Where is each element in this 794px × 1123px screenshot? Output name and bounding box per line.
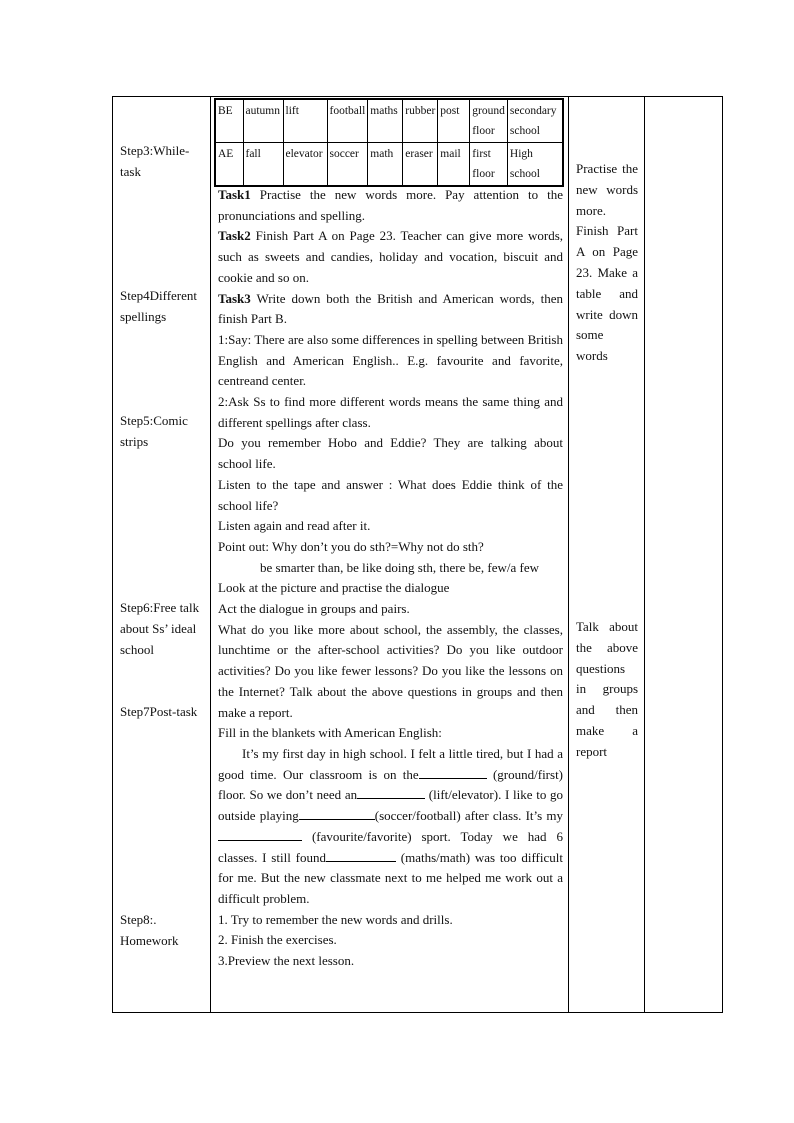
table-cell: elevator [283, 143, 327, 187]
table-cell: math [368, 143, 403, 187]
homework-item: 2. Finish the exercises. [218, 932, 337, 948]
column-divider-1 [210, 96, 211, 1013]
table-cell: secondary school [507, 99, 563, 143]
table-cell: first floor [470, 143, 508, 187]
table-cell: eraser [403, 143, 438, 187]
table-cell: High school [507, 143, 563, 187]
listen-again-paragraph: Listen again and read after it. [218, 518, 371, 534]
homework-item: 3.Preview the next lesson. [218, 953, 355, 969]
task3-label: Task3 [218, 290, 251, 306]
passage-text: (soccer/football) after class. It’s my [374, 808, 563, 824]
point-out-paragraph: Point out: Why don’t you do sth?=Why not do sth? [218, 538, 484, 554]
table-cell: ground floor [470, 99, 508, 143]
column-divider-3 [644, 96, 645, 1013]
step6-label: Step6:Free talk about Ss’ ideal school [120, 600, 200, 657]
passage-text: (lift/elevator). I like to go outside playing [218, 787, 563, 824]
listen-paragraph: Listen to the tape and answer : What does Eddie think of the school life? [218, 476, 563, 513]
act-paragraph: Act the dialogue in groups and pairs. [218, 601, 410, 617]
passage-text: (favourite/favorite) sport. Today we had 6 classes. I still found [218, 828, 563, 865]
answer-blank[interactable] [218, 828, 302, 841]
table-cell: post [438, 99, 470, 143]
answer-blank[interactable] [419, 766, 487, 779]
task3-text: Write down both the British and American words, then finish Part B. [218, 290, 563, 327]
table-cell: AE [215, 143, 243, 187]
task2-text: Finish Part A on Page 23. Teacher can give more words, such as sweets and candies, holiday and vocation, biscuit and cookie and so on. [218, 228, 563, 285]
main-content [218, 185, 563, 972]
fill-passage [218, 744, 563, 910]
table-cell: rubber [403, 99, 438, 143]
table-cell: BE [215, 99, 243, 143]
step8-label: Step8:. Homework [120, 912, 179, 948]
answer-blank[interactable] [326, 849, 396, 862]
free-talk-paragraph: What do you like more about school, the assembly, the classes, lunchtime or the after-school activities? Do you like outdoor activities? Do you like fewer lessons? Do you like the lessons on the Internet? Talk about the above questions in groups and then make a report. [218, 621, 563, 720]
step4-label: Step4Different spellings [120, 288, 198, 324]
answer-blank[interactable] [357, 786, 425, 799]
step7-label: Step7Post-task [120, 704, 198, 719]
task2-paragraph [218, 226, 563, 288]
phrases-paragraph: be smarter than, be like doing sth, there be, few/a few [260, 559, 540, 575]
passage-text: It’s my first day in high school. I felt a little tired, but I had a good time. Our classroom is on the [218, 745, 563, 782]
table-cell: soccer [327, 143, 368, 187]
student-activity-top: Practise the new words more. Finish Part A on Page 23. Make a table and write down some words [576, 161, 638, 364]
hobo-paragraph: Do you remember Hobo and Eddie? They are talking about school life. [218, 435, 563, 472]
task1-paragraph [218, 185, 563, 226]
task1-label: Task1 [218, 187, 251, 202]
task2-label: Task2 [218, 228, 251, 244]
answer-blank[interactable] [299, 807, 375, 820]
table-row [215, 99, 563, 143]
table-cell: lift [283, 99, 327, 143]
student-activity-bottom: Talk about the above questions in groups and then make a report [576, 619, 638, 759]
table-cell: football [327, 99, 368, 143]
step5-label: Step5:Comic strips [120, 413, 188, 449]
passage-text: (ground/first) floor. So we don’t need an [218, 766, 564, 803]
column-divider-2 [568, 96, 569, 1013]
ask-paragraph: 2:Ask Ss to find more different words means the same thing and different spellings after class. [218, 394, 563, 430]
look-paragraph: Look at the picture and practise the dialogue [218, 580, 450, 596]
step3-label: Step3:While-task [120, 143, 190, 179]
homework-item: 1. Try to remember the new words and drills. [218, 911, 453, 927]
task3-paragraph [218, 289, 563, 330]
table-cell: autumn [243, 99, 283, 143]
table-cell: maths [368, 99, 403, 143]
say-paragraph: 1:Say: There are also some differences in spelling between British English and American English.. E.g. favourite and favorite, centreand center. [218, 331, 563, 389]
table-cell: fall [243, 143, 283, 187]
task1-text: Practise the new words more. Pay attention to the pronunciations and spelling. [218, 187, 563, 223]
vocabulary-comparison-table [214, 98, 564, 187]
table-cell: mail [438, 143, 470, 187]
passage-text: (maths/math) was too difficult for me. But the new classmate next to me helped me work out a difficult problem. [218, 849, 563, 906]
table-row [215, 143, 563, 187]
fill-intro-paragraph: Fill in the blankets with American English: [218, 725, 442, 741]
